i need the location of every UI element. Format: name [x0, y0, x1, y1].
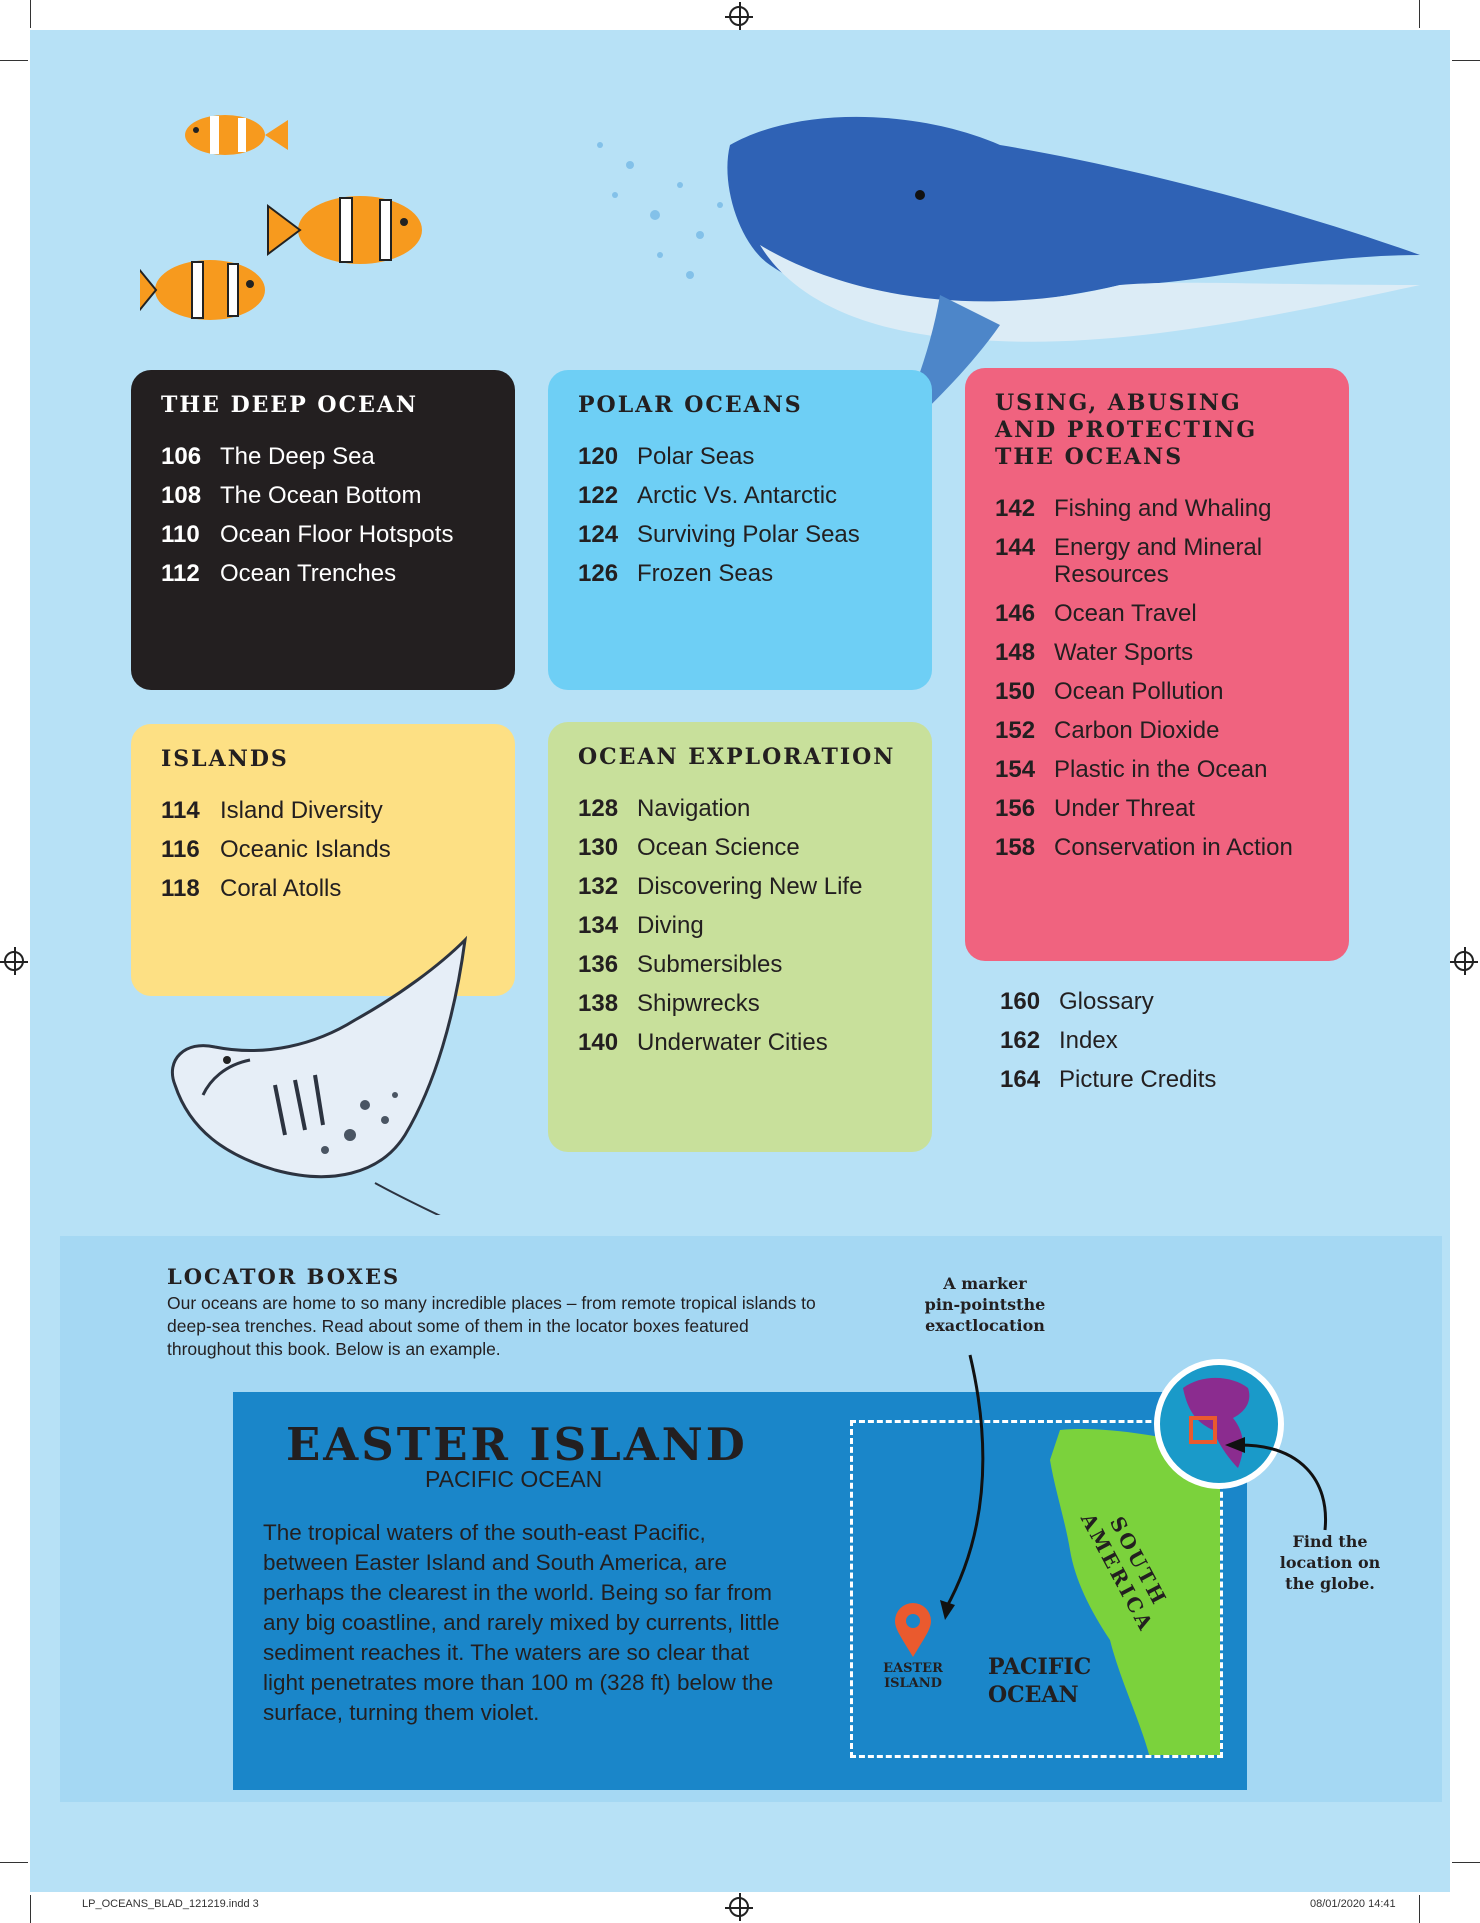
entry-title: Water Sports [1054, 639, 1194, 666]
entry-title: Ocean Pollution [1054, 678, 1224, 705]
entry-title: The Deep Sea [220, 443, 375, 470]
page-number: 138 [578, 990, 619, 1017]
page-number: 106 [161, 443, 202, 470]
section-title: POLAR OCEANS [578, 392, 803, 418]
page-number: 134 [578, 912, 619, 939]
ocean-label-line: OCEAN [988, 1682, 1079, 1708]
page-number: 160 [1000, 988, 1041, 1015]
entry-title: Island Diversity [220, 797, 383, 824]
locator-title: LOCATOR BOXES [167, 1264, 401, 1289]
callout-line: exactlocation [925, 1316, 1045, 1335]
entry-title: Under Threat [1054, 795, 1195, 822]
entry-title: Coral Atolls [220, 875, 342, 902]
entry-title: Conservation in Action [1054, 834, 1293, 861]
page-number: 140 [578, 1029, 619, 1056]
callout-line: the globe. [1285, 1574, 1375, 1593]
footer-timestamp: 08/01/2020 14:41 [1310, 1898, 1396, 1910]
entry-title: Submersibles [637, 951, 783, 978]
page-number: 162 [1000, 1027, 1041, 1054]
page-number: 112 [161, 560, 200, 587]
entry-title: Polar Seas [637, 443, 755, 470]
page-number: 142 [995, 495, 1036, 522]
page-number: 136 [578, 951, 619, 978]
entry-title: Picture Credits [1059, 1066, 1217, 1093]
entry-title: Carbon Dioxide [1054, 717, 1220, 744]
entry-title: Surviving Polar Seas [637, 521, 860, 548]
page-number: 132 [578, 873, 619, 900]
page-number: 158 [995, 834, 1036, 861]
footer-file-info: LP_OCEANS_BLAD_121219.indd 3 [82, 1898, 259, 1910]
page-number: 144 [995, 534, 1036, 561]
entry-title: Glossary [1059, 988, 1154, 1015]
page-number: 126 [578, 560, 619, 587]
ocean-label-line: PACIFIC [988, 1654, 1092, 1680]
page-number: 152 [995, 717, 1036, 744]
entry-title: The Ocean Bottom [220, 482, 422, 509]
entry-title: Plastic in the Ocean [1054, 756, 1268, 783]
entry-title: Energy and Mineral Resources [1054, 534, 1263, 588]
page-number: 130 [578, 834, 619, 861]
entry-title: Arctic Vs. Antarctic [637, 482, 838, 509]
callout-line: pin-pointsthe [924, 1295, 1046, 1314]
entry-title: Navigation [637, 795, 751, 822]
callout-line: A marker [943, 1274, 1027, 1293]
entry-title: Shipwrecks [637, 990, 760, 1017]
page-number: 164 [1000, 1066, 1041, 1093]
entry-title: Ocean Travel [1054, 600, 1197, 627]
entry-title: Ocean Trenches [220, 560, 397, 587]
page-number: 156 [995, 795, 1036, 822]
pin-label-line: EASTER [883, 1661, 943, 1676]
page-number: 128 [578, 795, 619, 822]
entry-title: Fishing and Whaling [1054, 495, 1272, 522]
page-number: 110 [161, 521, 200, 548]
example-subtitle: PACIFIC OCEAN [425, 1466, 603, 1492]
page-number: 154 [995, 756, 1036, 783]
entry-title: Diving [637, 912, 704, 939]
continent-label: SOUTH AMERICA [1075, 1509, 1173, 1637]
page-number: 122 [578, 482, 619, 509]
entry-title: Ocean Floor Hotspots [220, 521, 454, 548]
page-number: 124 [578, 521, 619, 548]
section-title: USING, ABUSING AND PROTECTING THE OCEANS [995, 390, 1258, 470]
entry-title: Discovering New Life [637, 873, 863, 900]
entry-title: Underwater Cities [637, 1029, 828, 1056]
page-number: 120 [578, 443, 619, 470]
pin-label-line: ISLAND [884, 1676, 942, 1691]
section-title: ISLANDS [161, 746, 289, 772]
page-number: 114 [161, 797, 200, 824]
page-number: 116 [161, 836, 200, 863]
page-number: 150 [995, 678, 1036, 705]
page-number: 146 [995, 600, 1036, 627]
section-title: OCEAN EXPLORATION [578, 744, 896, 770]
callout-line: Find the [1292, 1532, 1368, 1551]
page-number: 108 [161, 482, 202, 509]
locator-description: Our oceans are home to so many incredible places – from remote tropical islands to deep-sea trenches. Read about some of them in the locator boxes featured throughout this book. Below is an example. [167, 1293, 816, 1359]
page-number: 148 [995, 639, 1036, 666]
example-body: The tropical waters of the south-east Pacific, between Easter Island and South America, are perhaps the clearest in the world. Being so far from any big coastline, and rarely mixed by currents, little sediment reaches it. The waters are so clear that light penetrates more than 100 m (328 ft) below the surface, turning them violet. [263, 1520, 780, 1725]
page-number: 118 [161, 875, 200, 902]
section-title: THE DEEP OCEAN [161, 392, 419, 418]
example-title: EASTER ISLAND [286, 1418, 748, 1471]
entry-title: Oceanic Islands [220, 836, 391, 863]
callout-line: location on [1279, 1553, 1381, 1572]
entry-title: Index [1059, 1027, 1118, 1054]
entry-title: Frozen Seas [637, 560, 774, 587]
entry-title: Ocean Science [637, 834, 800, 861]
